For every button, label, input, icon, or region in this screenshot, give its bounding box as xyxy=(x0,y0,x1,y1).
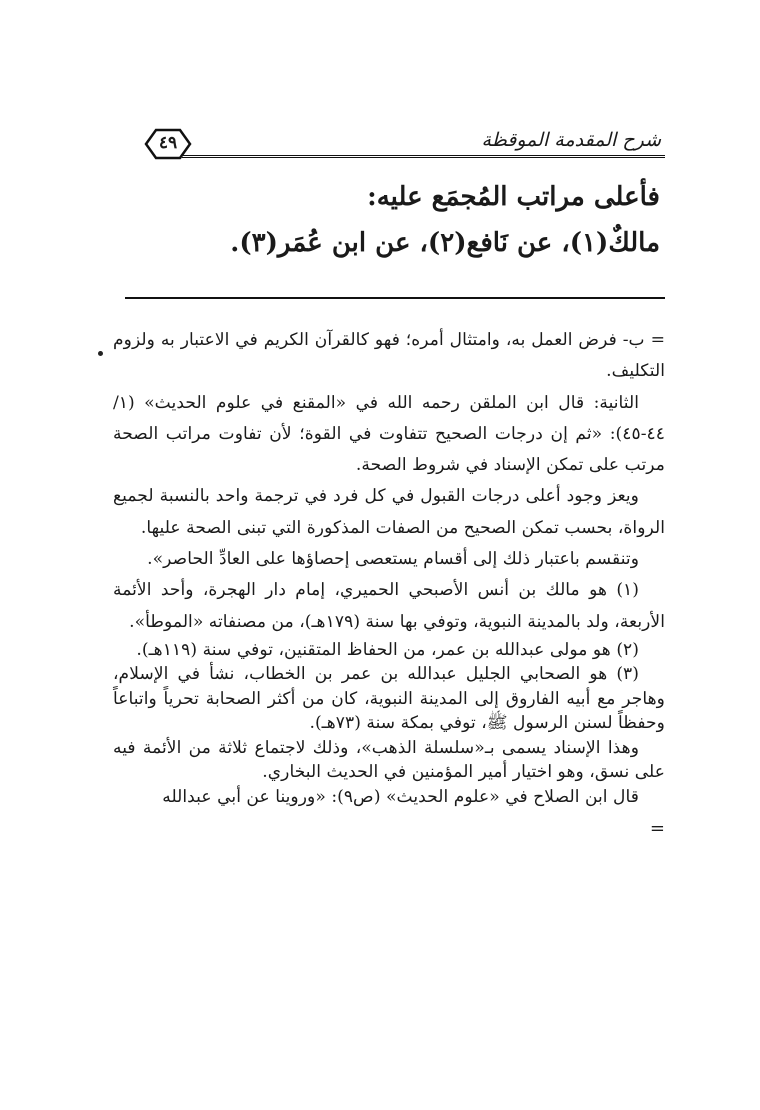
footnote-1: (١) هو مالك بن أنس الأصبحي الحميري، إمام دار الهجرة، وأحد الأئمة الأربعة، ولد بالمدينة النبوية، وتوفي بها سنة (١٧٩هـ)، من مصنفاته «الموطأ». xyxy=(113,580,665,632)
note-paragraph: وتنقسم باعتبار ذلك إلى أقسام يستعصى إحصاؤها على العادِّ الحاصر». xyxy=(147,549,639,570)
running-title: شرح المقدمة الموقظة xyxy=(476,129,661,151)
margin-dot xyxy=(98,351,103,356)
footnote-3: (٣) هو الصحابي الجليل عبدالله بن عمر بن الخطاب، نشأ في الإسلام، وهاجر مع أبيه الفاروق إلى المدينة النبوية، كان من أكثر الصحابة تحرياً واتباعاً وحفظاً لسنن الرسول ﷺ، توفي بمكة سنة (٧٣هـ). xyxy=(113,664,665,734)
header-rule xyxy=(182,155,665,158)
note-paragraph: قال ابن الصلاح في «علوم الحديث» (ص٩): «وروينا عن أبي عبدالله xyxy=(162,786,639,807)
note-paragraph: = ب- فرض العمل به، وامتثال أمره؛ فهو كالقرآن الكريم في الاعتبار به ولزوم التكليف. xyxy=(113,330,665,382)
running-header xyxy=(120,125,665,165)
footnotes-block xyxy=(113,325,665,846)
footnote-2: (٢) هو مولى عبدالله بن عمر، من الحفاظ المتقنين، توفي سنة (١١٩هـ). xyxy=(136,639,639,660)
note-paragraph: وهذا الإسناد يسمى بـ«سلسلة الذهب»، وذلك لاجتماع ثلاثة من الأئمة فيه على نسق، وهو اختيار أمير المؤمنين في الحديث البخاري. xyxy=(113,737,665,783)
continuation-mark: = xyxy=(649,817,665,839)
page-number-badge xyxy=(142,127,194,161)
footnote-divider xyxy=(125,297,665,299)
note-paragraph: الثانية: قال ابن الملقن رحمه الله في «المقنع في علوم الحديث» (١/ ٤٤-٤٥): «ثم إن درجات الصحيح تتفاوت في القوة؛ لأن تفاوت مراتب الصحة مرتب على تمكن الإسناد في شروط الصحة. xyxy=(113,392,665,476)
main-text-line-1: فأعلى مراتب المُجمَع عليه: xyxy=(367,182,660,212)
main-text-line-2: مالكٌ(١)، عن نَافع(٢)، عن ابن عُمَر(٣). xyxy=(230,228,660,258)
page-number: ٤٩ xyxy=(158,133,178,153)
note-paragraph: ويعز وجود أعلى درجات القبول في كل فرد في ترجمة واحد بالنسبة لجميع الرواة، بحسب تمكن الصحيح من الصفات المذكورة التي تبنى الصحة عليها. xyxy=(113,486,665,538)
